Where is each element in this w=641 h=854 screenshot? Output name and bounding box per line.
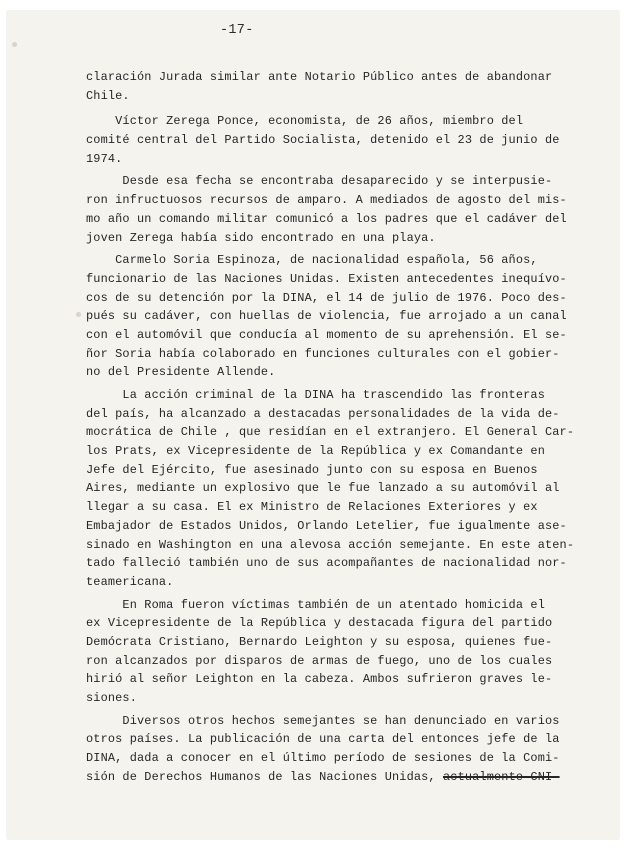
binder-hole-mark — [76, 312, 81, 317]
text-line: Demócrata Cristiano, Bernardo Leighton y su esposa, quienes fue- — [86, 634, 553, 649]
paragraph-zerega — [86, 112, 586, 168]
text-line — [86, 768, 586, 787]
text-line: funcionario de las Naciones Unidas. Existen antecedentes inequívo- — [86, 271, 567, 286]
text-line: Aires, mediante un explosivo que le fue lanzado a su automóvil al — [86, 481, 560, 496]
text-line: sinado en Washington en una alevosa acción semejante. En este aten- — [86, 537, 575, 552]
text-line: 1974. — [86, 151, 123, 166]
text-line: los Prats, ex Vicepresidente de la República y ex Comandante en — [86, 444, 545, 459]
text-line: hirió al señor Leighton en la cabeza. Ambos sufrieron graves le- — [86, 672, 553, 687]
text-line: siones. — [86, 691, 137, 705]
text-line: Chile. — [86, 88, 130, 103]
text-line: del país, ha alcanzado a destacadas personalidades de la vida de- — [86, 406, 560, 421]
text-line: La acción criminal de la DINA ha trascendido las fronteras — [86, 388, 545, 402]
text-line: Desde esa fecha se encontraba desaparecido y se interpusie- — [86, 174, 553, 189]
text-line: otros países. La publicación de una carta del entonces jefe de la — [86, 732, 560, 747]
text-line: llegar a su casa. El ex Ministro de Relaciones Exteriores y ex — [86, 500, 538, 515]
text-line: claración Jurada similar ante Notario Público antes de abandonar — [86, 70, 553, 84]
text-line: ex Vicepresidente de la República y destacada figura del partido — [86, 616, 553, 631]
text-line: Carmelo Soria Espinoza, de nacionalidad española, 56 años, — [86, 253, 538, 268]
text-line: con el automóvil que conducía al momento de su aprehensión. El se- — [86, 327, 567, 342]
paragraph-other-countries — [86, 712, 586, 787]
text-line: mo año un comando militar comunicó a los padres que el cadáver del — [86, 211, 567, 226]
text-line: tado falleció también uno de sus acompañantes de nacionalidad nor- — [86, 556, 567, 571]
text-line: joven Zerega había sido encontrado en una playa. — [86, 230, 436, 245]
text-line: cos de su detención por la DINA, el 14 de julio de 1976. Poco des- — [86, 290, 567, 305]
text-line-segment: sión de Derechos Humanos de las Naciones Unidas, — [86, 769, 443, 784]
struck-text: actualmente CNI- — [443, 769, 560, 784]
paragraph-soria — [86, 251, 586, 382]
text-line: ñor Soria había colaborado en funciones culturales con el gobier- — [86, 346, 560, 361]
paragraph-dina-abroad — [86, 386, 586, 592]
text-line: Embajador de Estados Unidos, Orlando Letelier, fue igualmente ase- — [86, 518, 567, 533]
text-line: mocrática de Chile , que residían en el extranjero. El General Car- — [86, 425, 575, 440]
document-body — [86, 68, 586, 793]
text-line: Víctor Zerega Ponce, economista, de 26 años, miembro del — [86, 114, 524, 129]
binder-hole-mark — [12, 42, 17, 47]
text-line: Jefe del Ejército, fue asesinado junto con su esposa en Buenos — [86, 462, 538, 477]
text-line: ron alcanzados por disparos de armas de fuego, uno de los cuales — [86, 653, 553, 668]
text-line: DINA, dada a conocer en el último período de sesiones de la Comi- — [86, 751, 560, 766]
text-line: En Roma fueron víctimas también de un atentado homicida el — [86, 597, 545, 612]
text-line: no del Presidente Allende. — [86, 365, 276, 380]
document-page — [7, 11, 619, 839]
paragraph-zerega-disappearance — [86, 172, 586, 247]
page-number: -17- — [220, 23, 254, 38]
text-line: comité central del Partido Socialista, detenido el 23 de junio de — [86, 133, 560, 148]
paragraph-leighton — [86, 596, 586, 708]
paragraph-declaration — [86, 68, 586, 105]
text-line: ron infructuosos recursos de amparo. A mediados de agosto del mis- — [86, 193, 567, 208]
text-line: Diversos otros hechos semejantes se han denunciado en varios — [86, 713, 560, 728]
text-line: pués su cadáver, con huellas de violencia, fue arrojado a un canal — [86, 309, 567, 324]
text-line: teamericana. — [86, 574, 174, 589]
